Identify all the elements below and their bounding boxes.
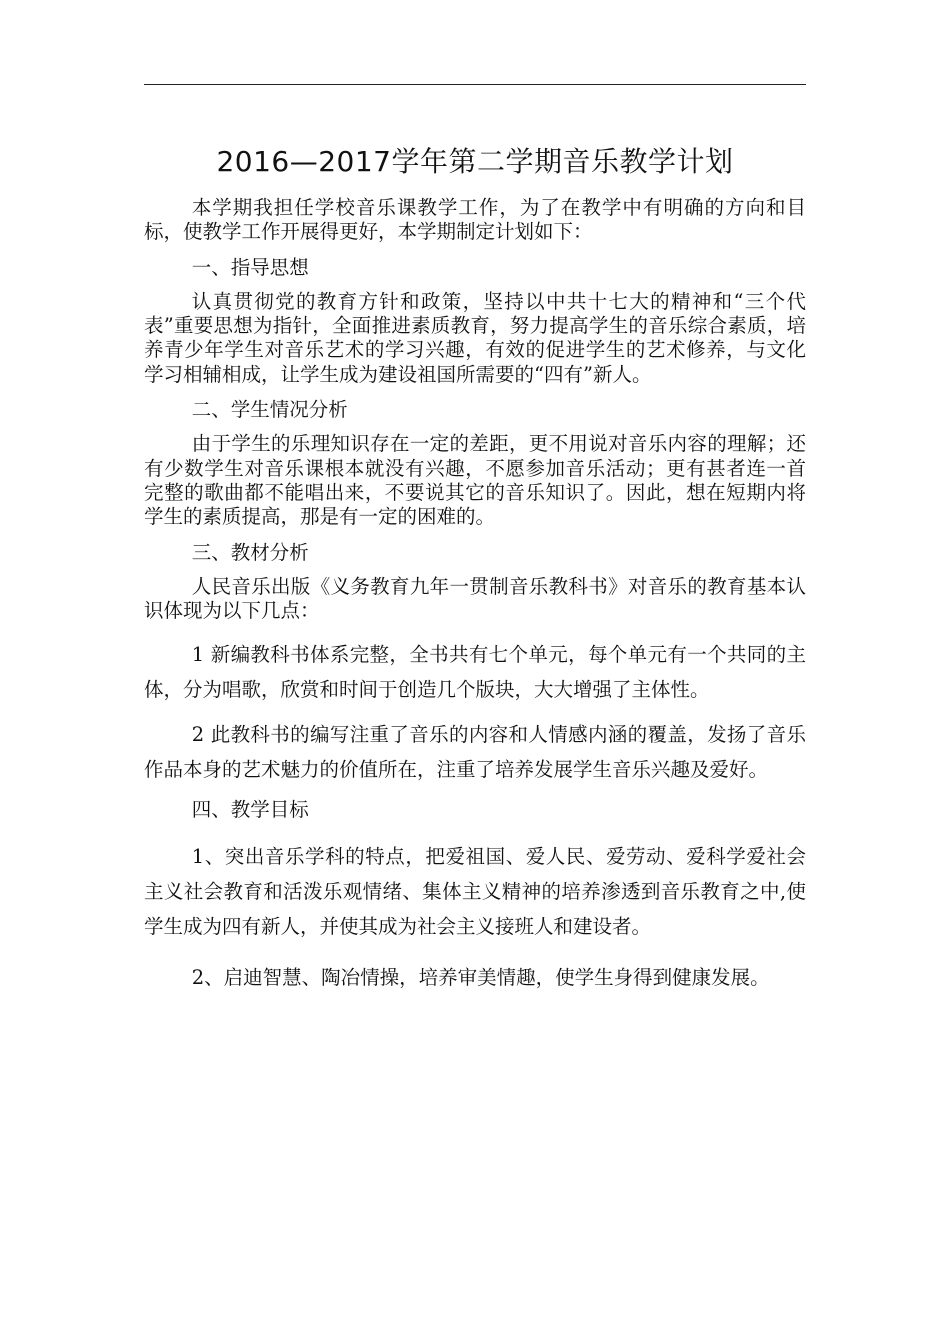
section-heading-teaching-goals: 四、教学目标 (191, 798, 309, 822)
header-rule (144, 84, 806, 85)
section-paragraph: 1、突出音乐学科的特点，把爱祖国、爱人民、爱劳动、爱科学爱社会主义社会教育和活泼乐观情绪、集体主义精神的培养渗透到音乐教育之中,使学生成为四有新人，并使其成为社会主义接班人和建设者。 (144, 844, 806, 938)
section-paragraph: 人民音乐出版《义务教育九年一贯制音乐教科书》对音乐的教育基本认识体现为以下几点： (144, 574, 806, 623)
intro-paragraph: 本学期我担任学校音乐课教学工作，为了在教学中有明确的方向和目标，使教学工作开展得更好，本学期制定计划如下： (144, 196, 806, 244)
document-body (144, 196, 806, 995)
section-paragraph: 认真贯彻党的教育方针和政策，坚持以中共十七大的精神和“三个代表”重要思想为指针，全面推进素质教育，努力提高学生的音乐综合素质，培养青少年学生对音乐艺术的学习兴趣，有效的促进学生的艺术修养，与文化学习相辅相成，让学生成为建设祖国所需要的“四有”新人。 (144, 289, 806, 386)
section-paragraph: 由于学生的乐理知识存在一定的差距，更不用说对音乐内容的理解；还有少数学生对音乐课根本就没有兴趣，不愿参加音乐活动；更有甚者连一首完整的歌曲都不能唱出来，不要说其它的音乐知识了。因此，想在短期内将学生的素质提高，那是有一定的困难的。 (144, 432, 806, 529)
section-heading-guiding-ideology: 一、指导思想 (191, 255, 309, 279)
section-heading-student-analysis: 二、学生情况分析 (191, 398, 348, 422)
section-paragraph: 2 此教科书的编写注重了音乐的内容和人情感内涵的覆盖，发扬了音乐作品本身的艺术魅力的价值所在，注重了培养发展学生音乐兴趣及爱好。 (144, 723, 806, 782)
section-paragraph: 2、启迪智慧、陶冶情操，培养审美情趣，使学生身得到健康发展。 (191, 965, 770, 989)
section-paragraph: 1 新编教科书体系完整，全书共有七个单元，每个单元有一个共同的主体，分为唱歌，欣赏和时间于创造几个版块，大大增强了主体性。 (144, 643, 806, 702)
document-title: 2016—2017学年第二学期音乐教学计划 (216, 145, 734, 178)
section-heading-textbook-analysis: 三、教材分析 (191, 540, 309, 564)
